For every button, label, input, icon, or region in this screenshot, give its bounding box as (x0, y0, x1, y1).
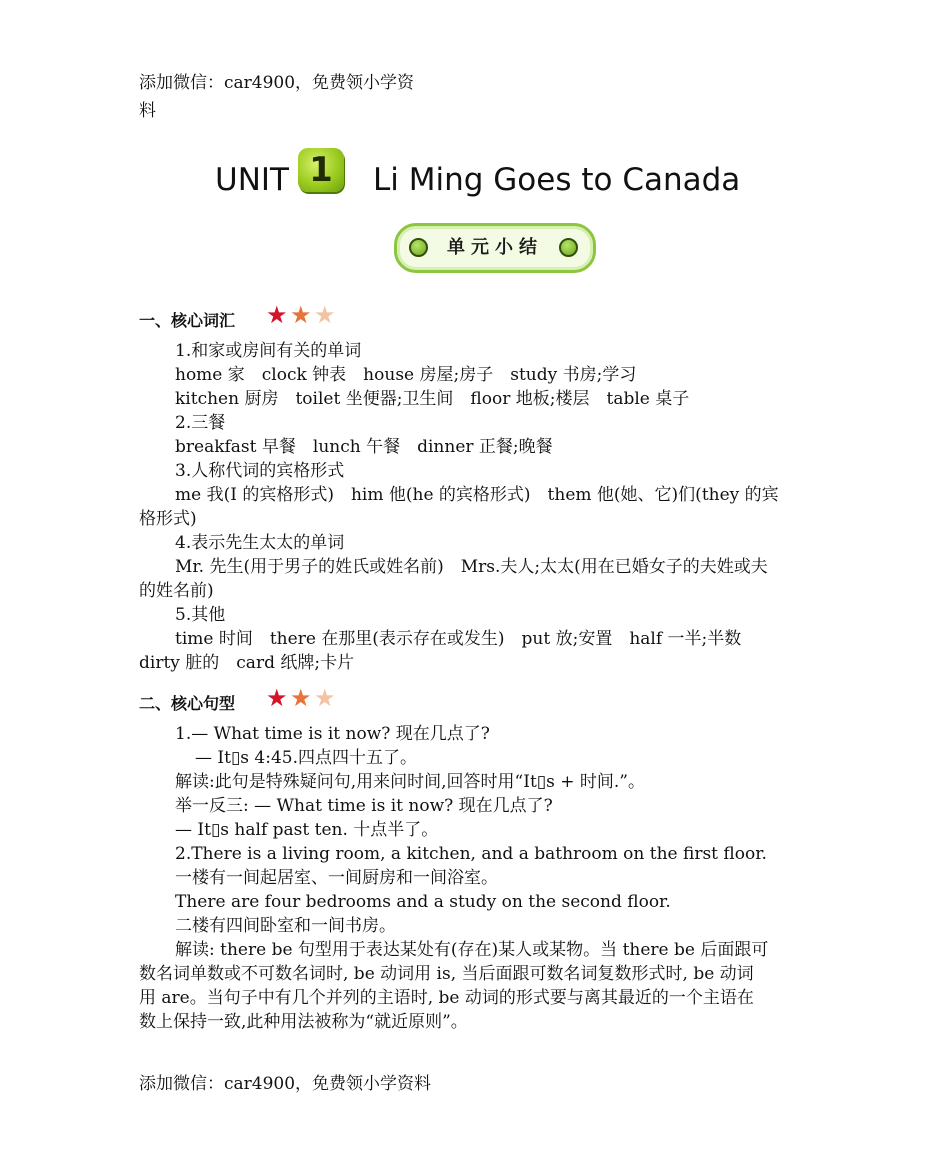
unit-title (0, 150, 950, 210)
unit-name: Li Ming Goes to Canada (373, 162, 741, 198)
sentence-note: 数上保持一致,此种用法被称为“就近原则”。 (139, 1012, 468, 1032)
sentence-english: There are four bedrooms and a study on the second floor. (175, 892, 671, 912)
footer-note: 添加微信：car4900，免费领小学资料 (139, 1074, 432, 1094)
star-icon: ★ (266, 684, 288, 712)
summary-badge (394, 223, 596, 273)
vocab-line: kitchen 厨房 toilet 坐便器;卫生间 floor 地板;楼层 table 桌子 (175, 389, 690, 409)
vocab-line: home 家 clock 钟表 house 房屋;房子 study 书房;学习 (175, 365, 637, 385)
star-icon: ★ (314, 684, 336, 712)
vocab-line: dirty 脏的 card 纸牌;卡片 (139, 653, 355, 673)
vocab-line: Mr. 先生(用于男子的姓氏或姓名前) Mrs.夫人;太太(用在已婚女子的夫姓或夫 (175, 557, 768, 577)
header-note: 添加微信：car4900，免费领小学资 (139, 73, 415, 93)
sentence-note: 数名词单数或不可数名词时, be 动词用 is, 当后面跟可数名词复数形式时, be 动词 (139, 964, 754, 984)
vocab-line: me 我(I 的宾格形式) him 他(he 的宾格形式) them 他(她、它)们(they 的宾 (175, 485, 779, 505)
sentence-note: 解读:此句是特殊疑问句,用来问时间,回答时用“It▯s + 时间.”。 (175, 772, 645, 792)
example-answer: — It▯s half past ten. 十点半了。 (175, 820, 439, 840)
sentence-answer: — It▯s 4:45.四点四十五了。 (195, 748, 418, 768)
sentence-note: 解读: there be 句型用于表达某处有(存在)某人或某物。当 there be 后面跟可 (175, 940, 769, 960)
vocab-group-title: 3.人称代词的宾格形式 (175, 461, 345, 481)
unit-word: UNIT (215, 162, 289, 198)
unit-number-badge (298, 148, 344, 192)
sentence-note: 用 are。当句子中有几个并列的主语时, be 动词的形式要与离其最近的一个主语在 (139, 988, 754, 1008)
star-icon: ★ (290, 301, 312, 329)
sentence-chinese: 二楼有四间卧室和一间书房。 (175, 916, 396, 936)
difficulty-stars (266, 303, 346, 327)
vocab-line: breakfast 早餐 lunch 午餐 dinner 正餐;晚餐 (175, 437, 553, 457)
star-icon: ★ (290, 684, 312, 712)
summary-badge-label: 单元小结 (447, 237, 543, 258)
vocab-group-title: 1.和家或房间有关的单词 (175, 341, 362, 361)
vocab-group-title: 5.其他 (175, 605, 226, 625)
sentence-english: 2.There is a living room, a kitchen, and a bathroom on the first floor. (175, 844, 767, 864)
difficulty-stars (266, 686, 346, 710)
green-dot-icon (409, 238, 428, 257)
vocab-line: time 时间 there 在那里(表示存在或发生) put 放;安置 half 一半;半数 (175, 629, 742, 649)
sentence-question: 1.— What time is it now? 现在几点了? (175, 724, 490, 744)
vocab-line: 格形式) (139, 509, 197, 529)
vocab-group-title: 4.表示先生太太的单词 (175, 533, 345, 553)
section-heading-vocab: 一、核心词汇 (139, 311, 236, 330)
example-question: 举一反三: — What time is it now? 现在几点了? (175, 796, 553, 816)
sentence-chinese: 一楼有一间起居室、一间厨房和一间浴室。 (175, 868, 498, 888)
unit-number: 1 (309, 150, 333, 190)
star-icon: ★ (266, 301, 288, 329)
vocab-line: 的姓名前) (139, 581, 214, 601)
green-dot-icon (559, 238, 578, 257)
vocab-group-title: 2.三餐 (175, 413, 226, 433)
section-heading-sentences: 二、核心句型 (139, 694, 236, 713)
header-note-continued: 料 (139, 101, 156, 121)
star-icon: ★ (314, 301, 336, 329)
